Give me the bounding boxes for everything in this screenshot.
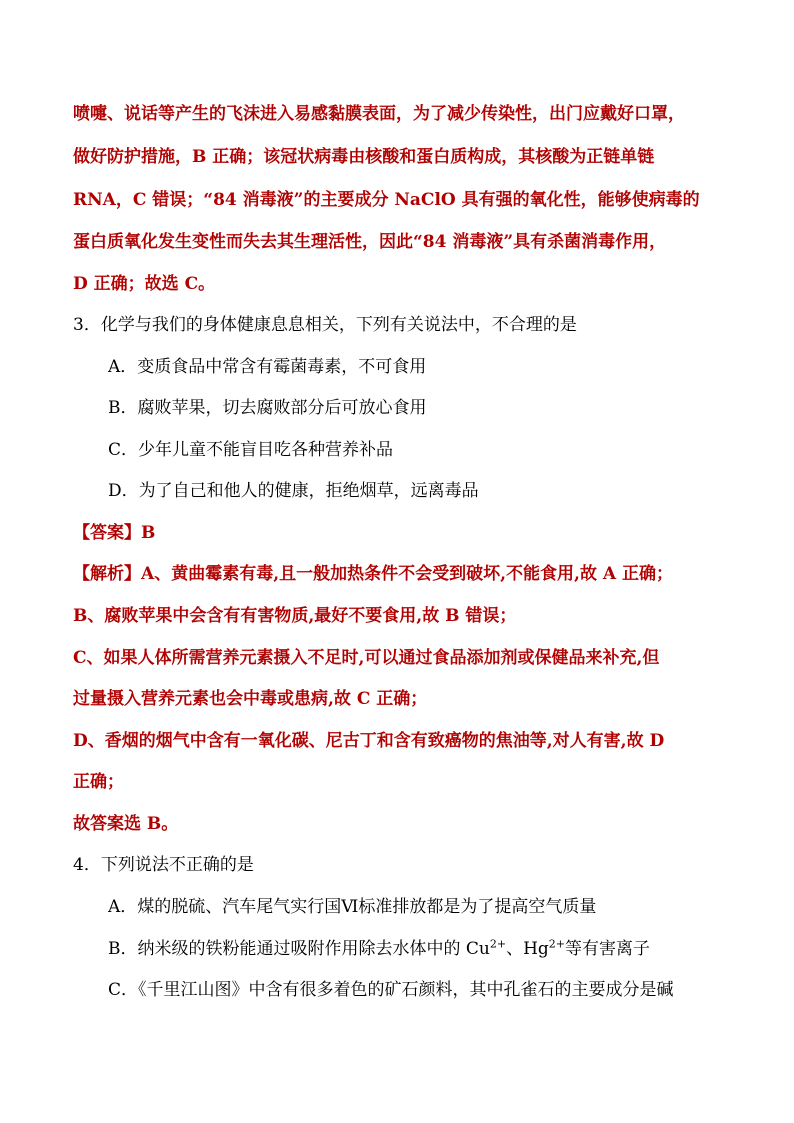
charge-superscript-hg: 2+ — [548, 938, 566, 951]
question-3-answer — [73, 522, 733, 544]
question-3-option-d: D．为了自己和他人的健康，拒绝烟草，远离毒品 — [108, 481, 479, 501]
prev-explanation-line-4: 蛋白质氧化发生变性而失去其生理活性，因此“84 消毒液”具有杀菌消毒作用， — [73, 232, 667, 252]
question-3-analysis-line-1 — [73, 563, 733, 585]
prev-explanation-line-5: D 正确；故选 C。 — [73, 274, 216, 294]
question-3-analysis-line-4: 过量摄入营养元素也会中毒或患病,故 C 正确； — [73, 689, 428, 709]
question-3-stem: 3．化学与我们的身体健康息息相关，下列有关说法中，不合理的是 — [73, 315, 577, 335]
prev-explanation-line-3: RNA，C 错误；“84 消毒液”的主要成分 NaClO 具有强的氧化性，能够使病毒的 — [73, 190, 700, 210]
question-4-option-a: A．煤的脱硫、汽车尾气实行国Ⅵ标准排放都是为了提高空气质量 — [108, 897, 597, 917]
prev-explanation-line-1: 喷嚏、说话等产生的飞沫进入易感黏膜表面，为了减少传染性，出门应戴好口罩， — [73, 104, 685, 124]
question-4-stem: 4．下列说法不正确的是 — [73, 855, 254, 875]
question-3-option-c: C．少年儿童不能盲目吃各种营养补品 — [108, 440, 394, 460]
charge-superscript-cu: 2+ — [489, 938, 507, 951]
question-3-analysis-line-6: 正确； — [73, 772, 124, 792]
question-4-option-c: C．《千里江山图》中含有很多着色的矿石颜料，其中孔雀石的主要成分是碱 — [108, 980, 674, 1000]
question-3-analysis-line-7: 故答案选 B。 — [73, 814, 179, 834]
question-3-option-a: A．变质食品中常含有霉菌毒素，不可食用 — [108, 357, 427, 377]
option-b-text-start: B．纳米级的铁粉能通过吸附作用除去水体中的 Cu — [108, 939, 490, 959]
question-3-analysis-line-3: C、如果人体所需营养元素摄入不足时,可以通过食品添加剂或保健品来补充,但 — [73, 648, 660, 668]
question-4-option-b — [108, 938, 728, 960]
option-b-text-end: 等有害离子 — [565, 939, 651, 959]
answer-value: B — [141, 523, 156, 543]
question-3-analysis-line-2: B、腐败苹果中会含有有害物质,最好不要食用,故 B 错误； — [73, 606, 517, 626]
analysis-label: 【解析】 — [73, 564, 141, 584]
analysis-text-1: A、黄曲霉素有毒,且一般加热条件不会受到破坏,不能食用,故 A 正确； — [141, 564, 673, 584]
prev-explanation-line-2: 做好防护措施，B 正确；该冠状病毒由核酸和蛋白质构成，其核酸为正链单链 — [73, 147, 655, 167]
question-3-analysis-line-5: D、香烟的烟气中含有一氧化碳、尼古丁和含有致癌物的焦油等,对人有害,故 D — [73, 731, 665, 751]
question-3-option-b: B．腐败苹果，切去腐败部分后可放心食用 — [108, 398, 427, 418]
answer-label: 【答案】 — [73, 523, 141, 543]
option-b-text-middle: 、Hg — [506, 939, 549, 959]
